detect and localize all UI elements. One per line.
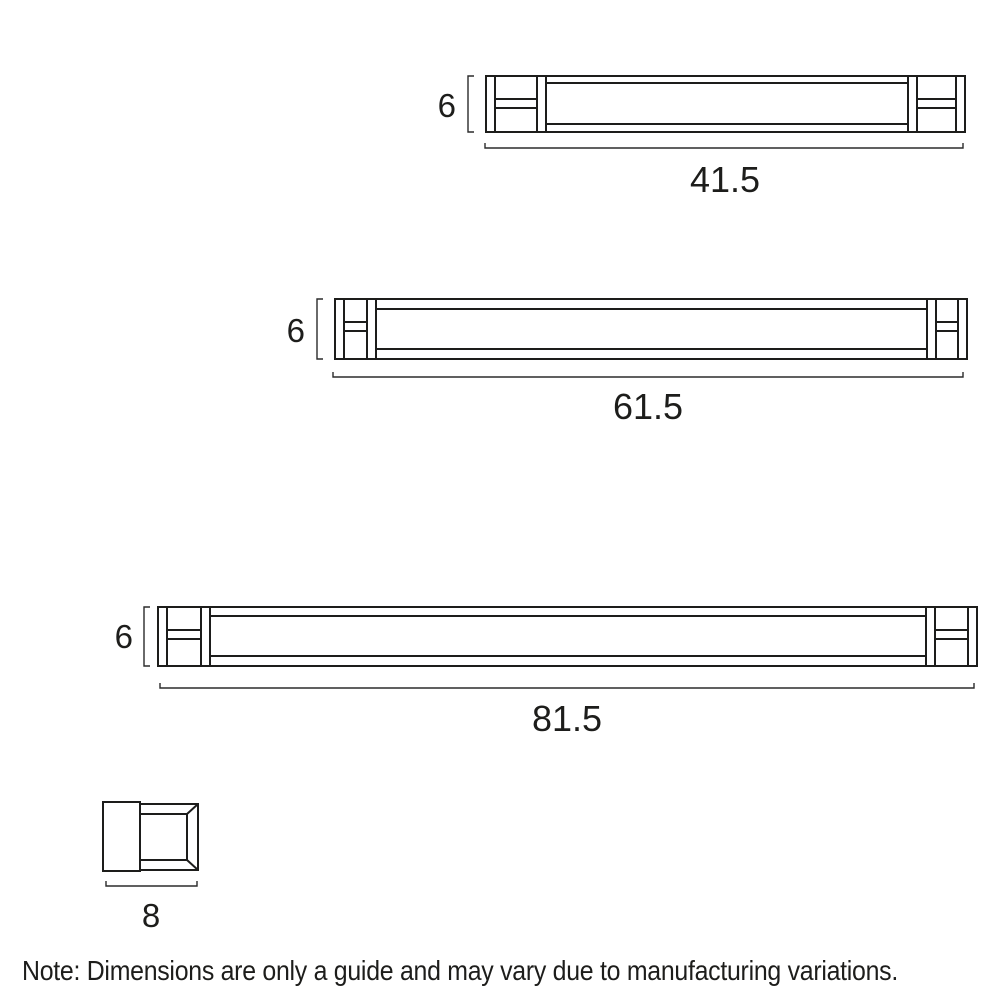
fixture-large-height-label: 6 — [114, 618, 133, 655]
fixture-large-endcap-left-inner — [201, 607, 210, 666]
fixture-medium-length-extension-line — [333, 372, 963, 377]
fixture-large-height-extension-line — [144, 607, 150, 666]
cross-section-backplate — [103, 802, 140, 871]
fixture-medium-height-extension-line — [317, 299, 323, 359]
cross-section-width-extension-line — [106, 881, 197, 886]
fixture-medium-endcap-right-outer — [958, 299, 967, 359]
fixture-large-drawing — [115, 607, 977, 739]
fixture-medium-length-label: 61.5 — [612, 386, 684, 427]
cross-section-width-label: 8 — [141, 897, 161, 934]
fixture-medium-height-label: 6 — [286, 312, 305, 349]
fixture-large-length-label: 81.5 — [531, 698, 603, 739]
fixture-small-endcap-right-inner — [908, 76, 917, 132]
fixture-small-length-label: 41.5 — [689, 159, 761, 200]
fixture-medium-crossbar-left — [344, 322, 367, 331]
fixture-medium-endcap-right-inner — [927, 299, 936, 359]
cross-section-bevel-top — [187, 804, 198, 814]
fixture-large-endcap-left-outer — [158, 607, 167, 666]
fixture-small-crossbar-right — [917, 99, 956, 108]
fixture-medium-crossbar-right — [936, 322, 958, 331]
cross-section-drawing — [103, 802, 198, 934]
fixture-small-crossbar-left — [495, 99, 537, 108]
fixture-large-length-extension-line — [160, 683, 974, 688]
fixture-small-length-extension-line — [485, 143, 963, 148]
cross-section-bevel-bottom — [187, 860, 198, 870]
fixture-small-height-label: 6 — [437, 87, 456, 124]
fixture-medium-endcap-left-inner — [367, 299, 376, 359]
fixture-medium-drawing — [287, 299, 967, 427]
fixture-small-endcap-left-inner — [537, 76, 546, 132]
fixture-large-endcap-right-inner — [926, 607, 935, 666]
fixture-large-endcap-right-outer — [968, 607, 977, 666]
fixture-large-crossbar-left — [167, 630, 201, 639]
dimensions-note: Note: Dimensions are only a guide and may vary due to manufacturing variations. — [22, 955, 898, 986]
fixture-small-height-extension-line — [468, 76, 474, 132]
fixture-medium-endcap-left-outer — [335, 299, 344, 359]
cross-section-inner-profile — [140, 814, 187, 860]
fixture-small-endcap-left-outer — [486, 76, 495, 132]
fixture-small-endcap-right-outer — [956, 76, 965, 132]
fixture-small-drawing — [438, 76, 965, 200]
fixture-large-crossbar-right — [935, 630, 968, 639]
